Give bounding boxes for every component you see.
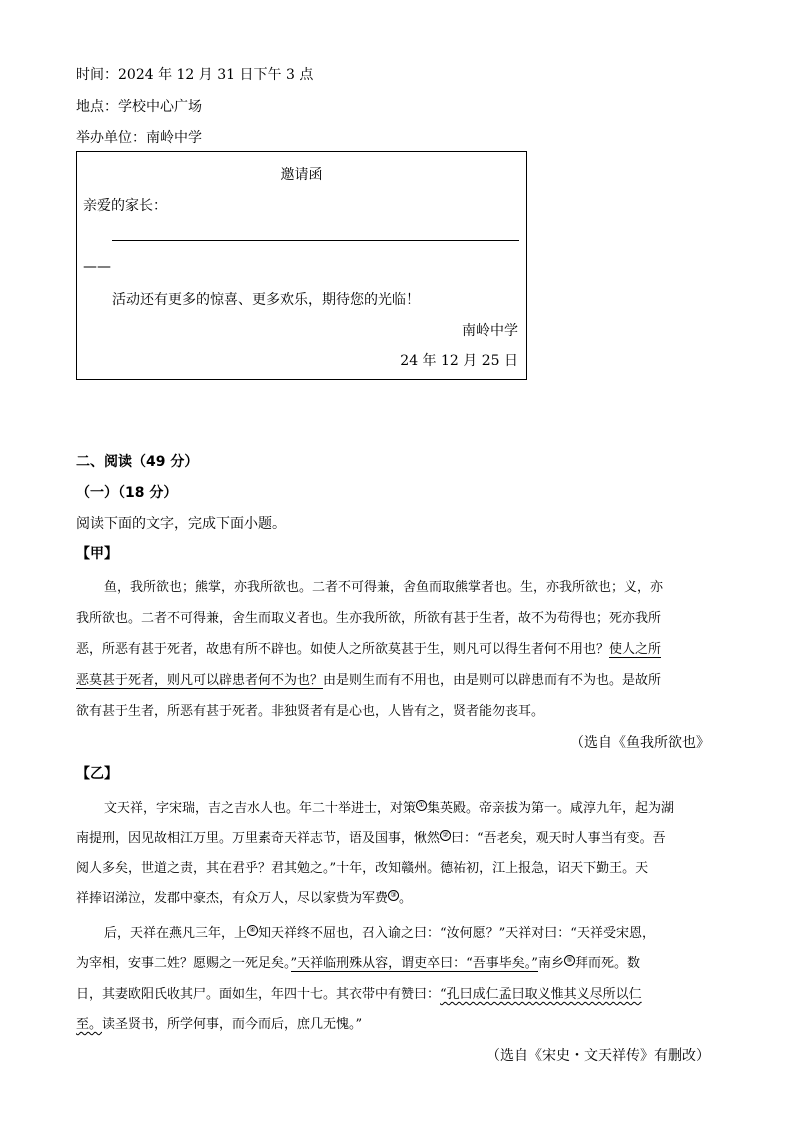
jia-source: （选自《鱼我所欲也》 [570, 735, 710, 751]
note-marker-4: ④ [247, 925, 258, 936]
invitation-blank-line [112, 240, 519, 241]
section-title: 二、阅读（49 分） [76, 454, 199, 470]
event-organizer: 举办单位：南岭中学 [76, 130, 202, 146]
jia-label: 【甲】 [76, 546, 118, 562]
jia-line-2: 我所欲也。二者不可得兼，舍生而取义者也。生亦我所欲，所欲有甚于生者，故不为苟得也；死亦我所 [76, 611, 662, 626]
event-place: 地点：学校中心广场 [76, 99, 202, 115]
yi-underlined: ”天祥临刑殊从容，谓吏卒曰：“吾事毕矣。” [290, 956, 538, 971]
jia-underlined-a: 使人之所 [609, 642, 662, 657]
yi-wavy-underlined-a: “孔曰成仁孟曰取义惟其义尽所以仁 [440, 987, 642, 1002]
yi-line-8: 至。读圣贤书，所学何事，而今而后，庶几无愧。” [76, 1017, 363, 1032]
invitation-sender: 南岭中学 [462, 323, 518, 339]
yi-line-2: 南提刑，因见故相江万里。万里素奇天祥志节，语及国事，愀然 ② 曰：“吾老矣，观天时人事当有变。吾 [76, 830, 666, 846]
note-marker-3: ③ [388, 890, 399, 901]
yi-line-7: 日，其妻欧阳氏收其尸。面如生，年四十七。其衣带中有赞曰：“孔曰成仁孟曰取义惟其义尽所以仁 [76, 987, 642, 1002]
yi-source: （选自《宋史・文天祥传》有删改） [486, 1048, 710, 1064]
event-time: 时间：2024 年 12 月 31 日下午 3 点 [76, 67, 314, 83]
note-marker-5: ⑤ [564, 955, 575, 966]
jia-line-3: 恶，所恶有甚于死者，故患有所不辟也。如使人之所欲莫甚于生，则凡可以得生者何不用也？使人之所 [76, 642, 662, 657]
yi-line-5: 后，天祥在燕凡三年，上 ④ 知天祥终不屈也，召入谕之曰：“汝何愿？”天祥对曰：“天祥受宋恩， [104, 925, 655, 941]
yi-wavy-underlined-b: 至。 [76, 1017, 103, 1032]
jia-line-5: 欲有甚于生者，所恶有甚于死者。非独贤者有是心也，人皆有之，贤者能勿丧耳。 [76, 704, 545, 719]
jia-line-4: 恶莫甚于死者，则凡可以辟患者何不为也？由是则生而有不用也，由是则可以辟患而有不为也。是故所 [76, 673, 662, 688]
jia-line-1: 鱼，我所欲也；熊掌，亦我所欲也。二者不可得兼，舍鱼而取熊掌者也。生，亦我所欲也；义，亦 [104, 580, 664, 595]
invitation-box [76, 151, 527, 380]
jia-underlined-b: 恶莫甚于死者，则凡可以辟患者何不为也？ [76, 673, 324, 688]
note-marker-1: ① [416, 800, 427, 811]
yi-label: 【乙】 [76, 766, 118, 782]
section-subtitle: （一）（18 分） [76, 485, 178, 501]
yi-line-4: 祥捧诏涕泣，发郡中豪杰，有众万人，尽以家赀为军费 ③ 。 [76, 890, 413, 906]
invitation-closing: 活动还有更多的惊喜、更多欢乐，期待您的光临！ [112, 292, 420, 308]
invitation-date: 24 年 12 月 25 日 [400, 353, 518, 369]
yi-line-6: 为宰相，安事二姓？愿赐之一死足矣。”天祥临刑殊从容，谓吏卒曰：“吾事毕矣。”南乡 ⑤ 拜而死。数 [76, 955, 640, 971]
yi-line-3: 阅人多矣，世道之责，其在君乎？君其勉之。”十年，改知赣州。德祐初，江上报急，诏天下勤王。天 [76, 861, 649, 876]
yi-line-1: 文天祥，字宋瑞，吉之吉水人也。年二十举进士，对策 ① 集英殿。帝亲拔为第一。咸淳九年，起为湖 [104, 800, 675, 816]
invitation-title: 邀请函 [280, 167, 323, 183]
note-marker-2: ② [440, 830, 451, 841]
invitation-greeting: 亲爱的家长： [83, 198, 167, 214]
invitation-blank-tail: —— [83, 259, 111, 275]
section-instruction: 阅读下面的文字，完成下面小题。 [76, 516, 286, 532]
